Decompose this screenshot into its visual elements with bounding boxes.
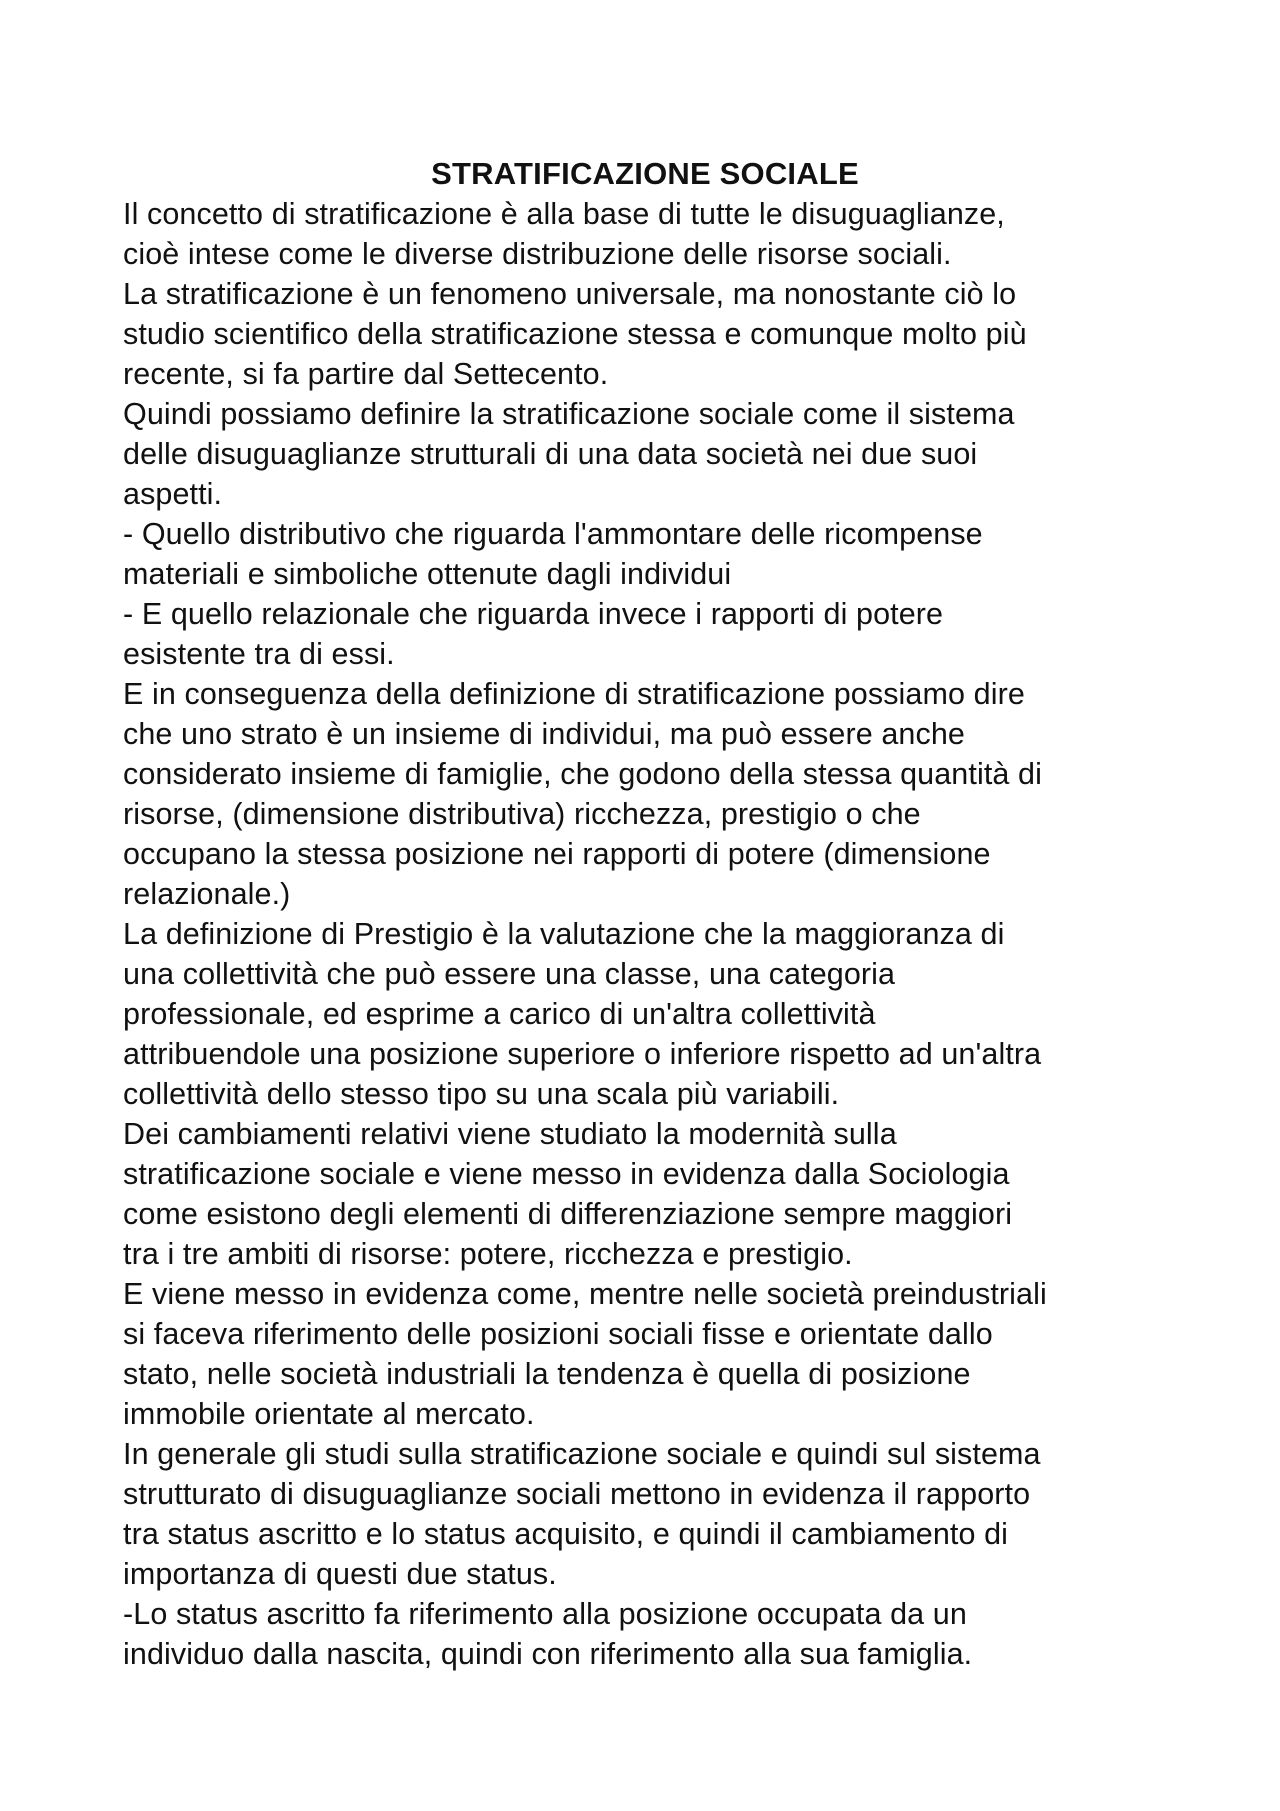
text-line: stratificazione sociale e viene messo in evidenza dalla Sociologia bbox=[123, 1157, 1010, 1191]
text-line: Il concetto di stratificazione è alla base di tutte le disuguaglianze, bbox=[123, 197, 1005, 231]
text-line: tra status ascritto e lo status acquisito, e quindi il cambiamento di bbox=[123, 1517, 1009, 1551]
text-line: una collettività che può essere una classe, una categoria bbox=[123, 957, 896, 991]
text-line: considerato insieme di famiglie, che godono della stessa quantità di bbox=[123, 757, 1042, 791]
text-line: Dei cambiamenti relativi viene studiato la modernità sulla bbox=[123, 1117, 897, 1151]
document-body bbox=[123, 194, 1233, 1674]
text-line: si faceva riferimento delle posizioni sociali fisse e orientate dallo bbox=[123, 1317, 993, 1351]
text-line: individuo dalla nascita, quindi con riferimento alla sua famiglia. bbox=[123, 1637, 973, 1671]
text-line: recente, si fa partire dal Settecento. bbox=[123, 357, 609, 391]
text-line: collettività dello stesso tipo su una scala più variabili. bbox=[123, 1077, 840, 1111]
text-line: strutturato di disuguaglianze sociali mettono in evidenza il rapporto bbox=[123, 1477, 1031, 1511]
text-line: importanza di questi due status. bbox=[123, 1557, 557, 1591]
text-line: occupano la stessa posizione nei rapporti di potere (dimensione bbox=[123, 837, 991, 871]
text-line: delle disuguaglianze strutturali di una data società nei due suoi bbox=[123, 437, 978, 471]
text-line: stato, nelle società industriali la tendenza è quella di posizione bbox=[123, 1357, 971, 1391]
text-line: La stratificazione è un fenomeno universale, ma nonostante ciò lo bbox=[123, 277, 1017, 311]
text-line: come esistono degli elementi di differenziazione sempre maggiori bbox=[123, 1197, 1013, 1231]
text-line: cioè intese come le diverse distribuzione delle risorse sociali. bbox=[123, 237, 952, 271]
text-line: - E quello relazionale che riguarda invece i rapporti di potere bbox=[123, 597, 944, 631]
text-line: La definizione di Prestigio è la valutazione che la maggioranza di bbox=[123, 917, 1005, 951]
text-line: professionale, ed esprime a carico di un'altra collettività bbox=[123, 997, 876, 1031]
text-line: che uno strato è un insieme di individui, ma può essere anche bbox=[123, 717, 965, 751]
text-line: tra i tre ambiti di risorse: potere, ricchezza e prestigio. bbox=[123, 1237, 853, 1271]
text-line: immobile orientate al mercato. bbox=[123, 1397, 535, 1431]
text-line: materiali e simboliche ottenute dagli individui bbox=[123, 557, 732, 591]
text-line: aspetti. bbox=[123, 477, 223, 511]
text-line: studio scientifico della stratificazione stessa e comunque molto più bbox=[123, 317, 1027, 351]
text-line: esistente tra di essi. bbox=[123, 637, 395, 671]
text-line: attribuendole una posizione superiore o inferiore rispetto ad un'altra bbox=[123, 1037, 1042, 1071]
document-title: STRATIFICAZIONE SOCIALE bbox=[431, 156, 859, 191]
text-line: Quindi possiamo definire la stratificazione sociale come il sistema bbox=[123, 397, 1015, 431]
text-line: In generale gli studi sulla stratificazione sociale e quindi sul sistema bbox=[123, 1437, 1041, 1471]
text-line: relazionale.) bbox=[123, 877, 291, 911]
text-line: -Lo status ascritto fa riferimento alla posizione occupata da un bbox=[123, 1597, 967, 1631]
text-line: risorse, (dimensione distributiva) ricchezza, prestigio o che bbox=[123, 797, 921, 831]
text-line: E in conseguenza della definizione di stratificazione possiamo dire bbox=[123, 677, 1025, 711]
text-line: - Quello distributivo che riguarda l'ammontare delle ricompense bbox=[123, 517, 983, 551]
text-line: E viene messo in evidenza come, mentre nelle società preindustriali bbox=[123, 1277, 1047, 1311]
